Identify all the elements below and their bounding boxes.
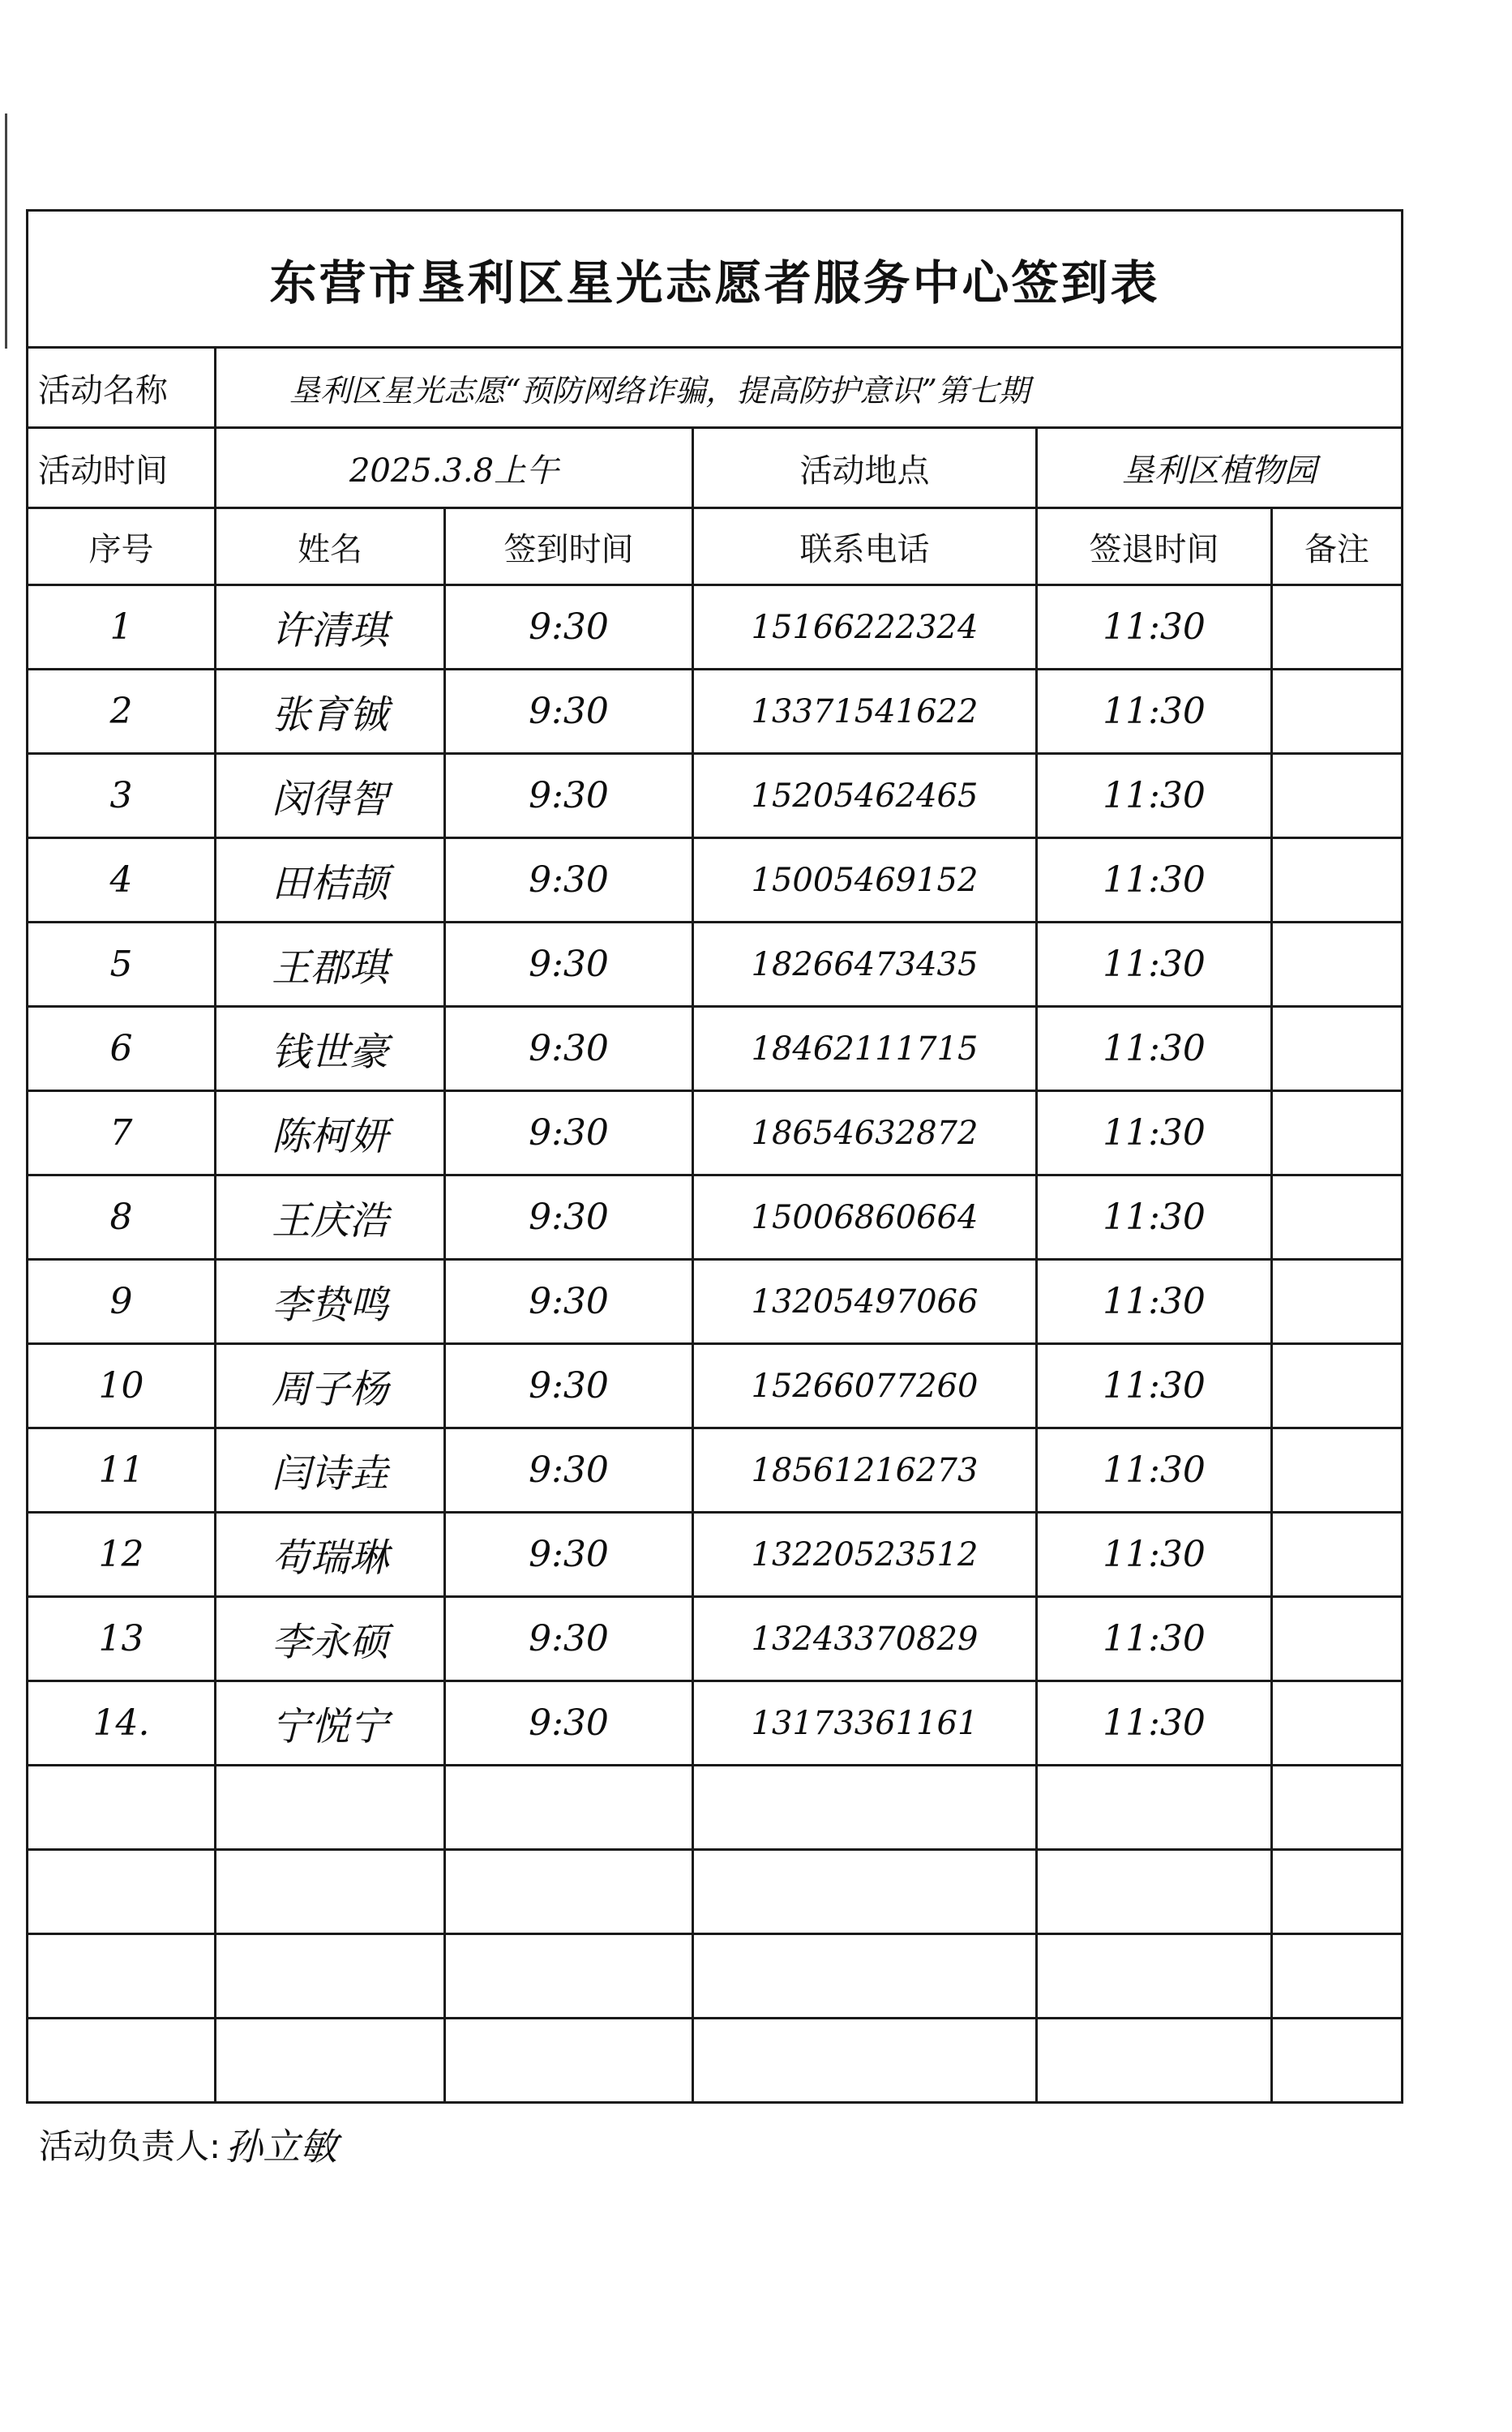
row-checkout-time: 11:30 bbox=[1037, 1597, 1272, 1681]
row-remarks bbox=[1272, 1091, 1403, 1175]
row-checkin-time: 9:30 bbox=[445, 670, 693, 754]
table-row bbox=[28, 1766, 1403, 1850]
row-seq: 3 bbox=[28, 754, 216, 838]
row-checkout-time bbox=[1037, 1766, 1272, 1850]
activity-time-value: 2025.3.8上午 bbox=[216, 428, 693, 508]
row-seq bbox=[28, 1850, 216, 1934]
row-phone: 15205462465 bbox=[693, 754, 1037, 838]
table-row bbox=[28, 670, 1403, 754]
activity-location-label: 活动地点 bbox=[693, 428, 1037, 508]
page-edge-line bbox=[5, 113, 7, 349]
row-name bbox=[216, 2019, 445, 2103]
row-seq: 4 bbox=[28, 838, 216, 923]
row-remarks bbox=[1272, 1681, 1403, 1766]
table-row bbox=[28, 1681, 1403, 1766]
row-checkout-time: 11:30 bbox=[1037, 923, 1272, 1007]
row-seq: 14. bbox=[28, 1681, 216, 1766]
responsible-label: 活动负责人: bbox=[39, 2126, 221, 2166]
row-checkin-time: 9:30 bbox=[445, 1091, 693, 1175]
row-name: 李永硕 bbox=[216, 1597, 445, 1681]
sign-in-table bbox=[26, 209, 1403, 2104]
row-remarks bbox=[1272, 1428, 1403, 1513]
row-checkout-time: 11:30 bbox=[1037, 1428, 1272, 1513]
activity-name-label: 活动名称 bbox=[28, 348, 216, 428]
row-checkin-time: 9:30 bbox=[445, 838, 693, 923]
row-name bbox=[216, 1766, 445, 1850]
row-remarks bbox=[1272, 585, 1403, 670]
row-checkout-time: 11:30 bbox=[1037, 838, 1272, 923]
row-checkin-time: 9:30 bbox=[445, 1344, 693, 1428]
row-phone bbox=[693, 1850, 1037, 1934]
table-row bbox=[28, 838, 1403, 923]
row-remarks bbox=[1272, 1597, 1403, 1681]
row-seq: 10 bbox=[28, 1344, 216, 1428]
row-checkin-time bbox=[445, 1934, 693, 2019]
row-checkin-time: 9:30 bbox=[445, 585, 693, 670]
row-phone: 13243370829 bbox=[693, 1597, 1037, 1681]
row-name: 周子杨 bbox=[216, 1344, 445, 1428]
table-row bbox=[28, 1175, 1403, 1260]
row-seq: 1 bbox=[28, 585, 216, 670]
activity-name-value: 垦利区星光志愿“预防网络诈骗，提高防护意识”第七期 bbox=[216, 348, 1403, 428]
row-checkout-time: 11:30 bbox=[1037, 754, 1272, 838]
row-checkin-time: 9:30 bbox=[445, 1260, 693, 1344]
row-checkin-time bbox=[445, 2019, 693, 2103]
row-name: 李贽鸣 bbox=[216, 1260, 445, 1344]
row-name: 闵得智 bbox=[216, 754, 445, 838]
row-seq: 7 bbox=[28, 1091, 216, 1175]
row-checkout-time: 11:30 bbox=[1037, 585, 1272, 670]
row-checkout-time: 11:30 bbox=[1037, 1091, 1272, 1175]
row-name: 王郡琪 bbox=[216, 923, 445, 1007]
responsible-signature: 孙立敏 bbox=[225, 2125, 338, 2169]
table-row bbox=[28, 585, 1403, 670]
table-row bbox=[28, 2019, 1403, 2103]
row-seq: 12 bbox=[28, 1513, 216, 1597]
table-row bbox=[28, 1850, 1403, 1934]
row-checkout-time: 11:30 bbox=[1037, 670, 1272, 754]
row-phone: 13173361161 bbox=[693, 1681, 1037, 1766]
row-remarks bbox=[1272, 754, 1403, 838]
row-phone bbox=[693, 1934, 1037, 2019]
row-phone bbox=[693, 1766, 1037, 1850]
header-name: 姓名 bbox=[216, 508, 445, 585]
row-checkin-time: 9:30 bbox=[445, 1175, 693, 1260]
row-checkout-time bbox=[1037, 1850, 1272, 1934]
row-name: 田桔颉 bbox=[216, 838, 445, 923]
row-remarks bbox=[1272, 923, 1403, 1007]
header-phone: 联系电话 bbox=[693, 508, 1037, 585]
row-phone: 15005469152 bbox=[693, 838, 1037, 923]
row-seq: 6 bbox=[28, 1007, 216, 1091]
header-checkin: 签到时间 bbox=[445, 508, 693, 585]
header-seq: 序号 bbox=[28, 508, 216, 585]
row-seq: 8 bbox=[28, 1175, 216, 1260]
row-name: 许清琪 bbox=[216, 585, 445, 670]
row-phone: 13220523512 bbox=[693, 1513, 1037, 1597]
row-remarks bbox=[1272, 1766, 1403, 1850]
row-seq: 11 bbox=[28, 1428, 216, 1513]
row-phone: 13205497066 bbox=[693, 1260, 1037, 1344]
row-seq: 13 bbox=[28, 1597, 216, 1681]
row-phone bbox=[693, 2019, 1037, 2103]
row-checkin-time: 9:30 bbox=[445, 1597, 693, 1681]
row-name: 钱世豪 bbox=[216, 1007, 445, 1091]
row-seq bbox=[28, 2019, 216, 2103]
row-remarks bbox=[1272, 1175, 1403, 1260]
row-phone: 15166222324 bbox=[693, 585, 1037, 670]
table-row bbox=[28, 923, 1403, 1007]
row-checkin-time bbox=[445, 1850, 693, 1934]
table-row bbox=[28, 1428, 1403, 1513]
row-name: 苟瑞琳 bbox=[216, 1513, 445, 1597]
row-seq bbox=[28, 1934, 216, 2019]
row-seq bbox=[28, 1766, 216, 1850]
row-checkin-time: 9:30 bbox=[445, 1007, 693, 1091]
row-checkout-time: 11:30 bbox=[1037, 1681, 1272, 1766]
row-checkout-time: 11:30 bbox=[1037, 1513, 1272, 1597]
row-checkout-time: 11:30 bbox=[1037, 1344, 1272, 1428]
row-checkout-time: 11:30 bbox=[1037, 1260, 1272, 1344]
row-phone: 15266077260 bbox=[693, 1344, 1037, 1428]
row-phone: 18654632872 bbox=[693, 1091, 1037, 1175]
row-remarks bbox=[1272, 838, 1403, 923]
row-checkin-time: 9:30 bbox=[445, 1513, 693, 1597]
row-phone: 13371541622 bbox=[693, 670, 1037, 754]
table-row bbox=[28, 1344, 1403, 1428]
row-checkin-time: 9:30 bbox=[445, 923, 693, 1007]
row-name: 陈柯妍 bbox=[216, 1091, 445, 1175]
activity-location-value: 垦利区植物园 bbox=[1037, 428, 1403, 508]
row-phone: 18266473435 bbox=[693, 923, 1037, 1007]
row-name: 宁悦宁 bbox=[216, 1681, 445, 1766]
table-row bbox=[28, 1260, 1403, 1344]
row-remarks bbox=[1272, 2019, 1403, 2103]
sheet-title: 东营市垦利区星光志愿者服务中心签到表 bbox=[28, 211, 1403, 348]
table-row bbox=[28, 1934, 1403, 2019]
row-name bbox=[216, 1850, 445, 1934]
row-checkin-time bbox=[445, 1766, 693, 1850]
row-remarks bbox=[1272, 1260, 1403, 1344]
row-checkout-time: 11:30 bbox=[1037, 1175, 1272, 1260]
row-remarks bbox=[1272, 1513, 1403, 1597]
table-row bbox=[28, 1091, 1403, 1175]
row-checkin-time: 9:30 bbox=[445, 1428, 693, 1513]
table-row bbox=[28, 1007, 1403, 1091]
row-seq: 5 bbox=[28, 923, 216, 1007]
table-row bbox=[28, 1597, 1403, 1681]
row-checkin-time: 9:30 bbox=[445, 754, 693, 838]
row-remarks bbox=[1272, 1934, 1403, 2019]
row-name: 王庆浩 bbox=[216, 1175, 445, 1260]
header-remarks: 备注 bbox=[1272, 508, 1403, 585]
row-checkout-time: 11:30 bbox=[1037, 1007, 1272, 1091]
row-name: 张育铖 bbox=[216, 670, 445, 754]
table-row bbox=[28, 1513, 1403, 1597]
row-phone: 15006860664 bbox=[693, 1175, 1037, 1260]
table-row bbox=[28, 754, 1403, 838]
row-remarks bbox=[1272, 1850, 1403, 1934]
row-phone: 18561216273 bbox=[693, 1428, 1037, 1513]
row-name: 闫诗垚 bbox=[216, 1428, 445, 1513]
row-checkout-time bbox=[1037, 1934, 1272, 2019]
row-seq: 9 bbox=[28, 1260, 216, 1344]
row-checkin-time: 9:30 bbox=[445, 1681, 693, 1766]
row-checkout-time bbox=[1037, 2019, 1272, 2103]
row-name bbox=[216, 1934, 445, 2019]
activity-time-label: 活动时间 bbox=[28, 428, 216, 508]
row-remarks bbox=[1272, 670, 1403, 754]
row-seq: 2 bbox=[28, 670, 216, 754]
row-remarks bbox=[1272, 1344, 1403, 1428]
row-remarks bbox=[1272, 1007, 1403, 1091]
header-checkout: 签退时间 bbox=[1037, 508, 1272, 585]
footer bbox=[39, 2117, 337, 2171]
row-phone: 18462111715 bbox=[693, 1007, 1037, 1091]
